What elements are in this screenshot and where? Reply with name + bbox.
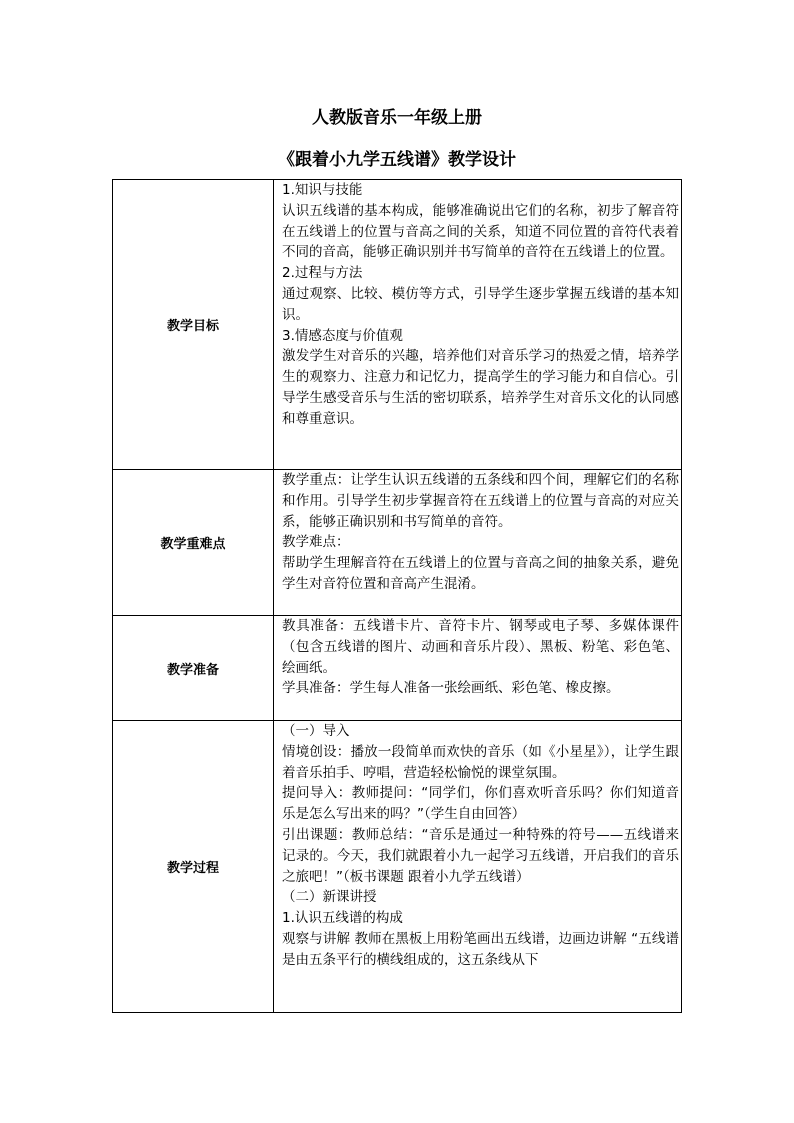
process-line: 提问导入：教师提问：“同学们，你们喜欢听音乐吗？你们知道音乐是怎么写出来的吗？”（学生自由回答） (282, 785, 679, 823)
row-label-process: 教学过程 (113, 721, 274, 1013)
document-title: 人教版音乐一年级上册 (312, 108, 482, 128)
goals-line: 认识五线谱的基本构成，能够准确说出它们的名称，初步了解音符在五线谱上的位置与音高之间的关系，知道不同位置的音符代表着不同的音高，能够正确识别并书写简单的音符在五线谱上的位置。 (282, 202, 679, 261)
process-line: 1.认识五线谱的构成 (282, 910, 403, 927)
process-line: （一）导入 (282, 723, 350, 739)
row-label-goals: 教学目标 (113, 180, 274, 470)
key-points-line: 帮助学生理解音符在五线谱上的位置与音高之间的抽象关系，避免学生对音符位置和音高产生混淆。 (282, 555, 679, 592)
lesson-plan-table (112, 179, 682, 1013)
preparation-line: 学具准备：学生每人准备一张绘画纸、彩色笔、橡皮擦。 (282, 680, 620, 697)
table-row-process (113, 721, 682, 1013)
table-row-key-points (113, 470, 682, 616)
row-label-preparation: 教学准备 (113, 616, 274, 721)
process-line: 情境创设：播放一段简单而欢快的音乐（如《小星星》），让学生跟着音乐拍手、哼唱，营造轻松愉悦的课堂氛围。 (282, 743, 679, 781)
row-content-goals (274, 180, 682, 470)
process-line: （二）新课讲授 (282, 889, 377, 906)
process-line: 观察与讲解 教师在黑板上用粉笔画出五线谱，边画边讲解 “五线谱是由五条平行的横线组成的，这五条线从下 (282, 930, 679, 968)
row-content-process (274, 721, 682, 1013)
table-row-goals (113, 180, 682, 470)
row-content-preparation (274, 616, 682, 721)
row-label-key-points: 教学重难点 (113, 470, 274, 616)
goals-line: 1.知识与技能 (282, 182, 363, 198)
goals-line: 3.情感态度与价值观 (282, 327, 403, 344)
process-content-clip (282, 721, 679, 1012)
goals-line: 2.过程与方法 (282, 265, 363, 282)
key-points-line: 教学难点： (282, 534, 350, 551)
goals-line: 通过观察、比较、模仿等方式，引导学生逐步掌握五线谱的基本知识。 (282, 285, 679, 323)
document-subtitle: 《跟着小九学五线谱》教学设计 (278, 150, 516, 170)
preparation-line: 教具准备：五线谱卡片、音符卡片、钢琴或电子琴、多媒体课件（包含五线谱的图片、动画和音乐片段）、黑板、粉笔、彩色笔、绘画纸。 (282, 618, 679, 676)
key-points-line: 教学重点：让学生认识五线谱的五条线和四个间，理解它们的名称和作用。引导学生初步掌握音符在五线谱上的位置与音高的对应关系，能够正确识别和书写简单的音符。 (282, 472, 679, 530)
table-row-preparation (113, 616, 682, 721)
process-line: 引出课题：教师总结：“音乐是通过一种特殊的符号——五线谱来记录的。今天，我们就跟着小九一起学习五线谱，开启我们的音乐之旅吧！”（板书课题 跟着小九学五线谱） (282, 826, 679, 885)
row-content-key-points (274, 470, 682, 616)
goals-line: 激发学生对音乐的兴趣，培养他们对音乐学习的热爱之情，培养学生的观察力、注意力和记忆力，提高学生的学习能力和自信心。引导学生感受音乐与生活的密切联系，培养学生对音乐文化的认同感和尊重意识。 (282, 348, 679, 427)
